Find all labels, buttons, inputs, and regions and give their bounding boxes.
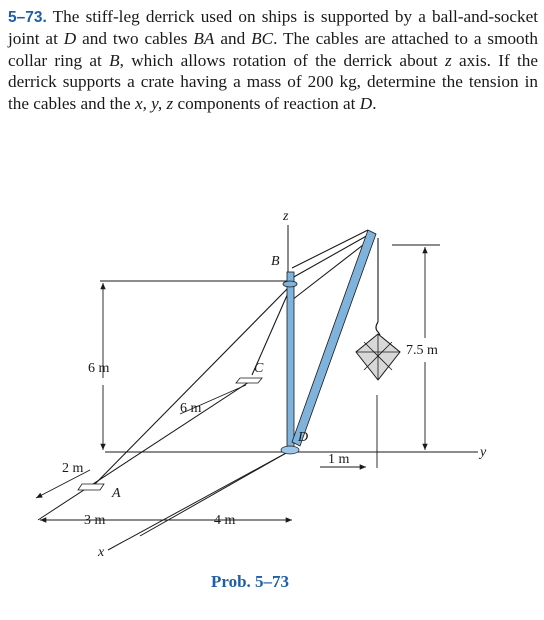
cables	[94, 230, 378, 485]
problem-var: z	[444, 50, 452, 70]
label-C: C	[254, 361, 264, 376]
problem-var: BC	[251, 29, 274, 49]
label-B: B	[271, 254, 280, 269]
dim-label-2m: 2 m	[62, 461, 84, 476]
problem-var: B	[109, 50, 120, 70]
label-A: A	[112, 486, 121, 501]
problem-text: The stiff-leg derrick used on ships is supported by a ball-and-socket joint at	[8, 7, 538, 49]
problem-var: D	[63, 29, 77, 49]
problem-text: , which allows rotation of the derrick about	[119, 50, 445, 70]
problem-text: components of reaction at	[173, 93, 360, 113]
ground-line-c	[38, 380, 252, 520]
boom	[292, 230, 376, 446]
problem-number: 5–73.	[8, 9, 47, 26]
x-axis-line	[108, 452, 288, 550]
problem-text: .	[372, 93, 377, 113]
dim-label-7.5m: 7.5 m	[406, 343, 438, 358]
problem-text: and two cables	[76, 29, 194, 49]
dim-label-6m-left: 6 m	[88, 361, 110, 376]
dim-label-3m: 3 m	[84, 513, 106, 528]
support-A	[78, 484, 104, 490]
problem-var: D	[359, 93, 373, 113]
label-D: D	[298, 430, 309, 445]
label-z: z	[283, 209, 289, 224]
figure-caption: Prob. 5–73	[210, 572, 290, 591]
problem-text: axis. If the derrick supports a crate having a mass of 200 kg, determine the tension in the cables and the	[8, 50, 538, 113]
dim-label-1m: 1 m	[328, 452, 350, 467]
problem-var: BA	[193, 29, 215, 49]
label-x: x	[98, 545, 105, 560]
cable-BA	[94, 284, 292, 485]
label-y: y	[480, 445, 487, 460]
problem-var: x, y, z	[134, 93, 174, 113]
axes	[38, 225, 478, 550]
dim-label-4m: 4 m	[214, 513, 236, 528]
crate	[356, 322, 400, 380]
support-C	[236, 378, 262, 383]
problem-text: and	[214, 29, 252, 49]
problem-text: . The cables are attached to a smooth collar ring at	[8, 29, 539, 70]
dim-label-6m-diag: 6 m	[180, 401, 202, 416]
socket-D	[281, 446, 299, 454]
